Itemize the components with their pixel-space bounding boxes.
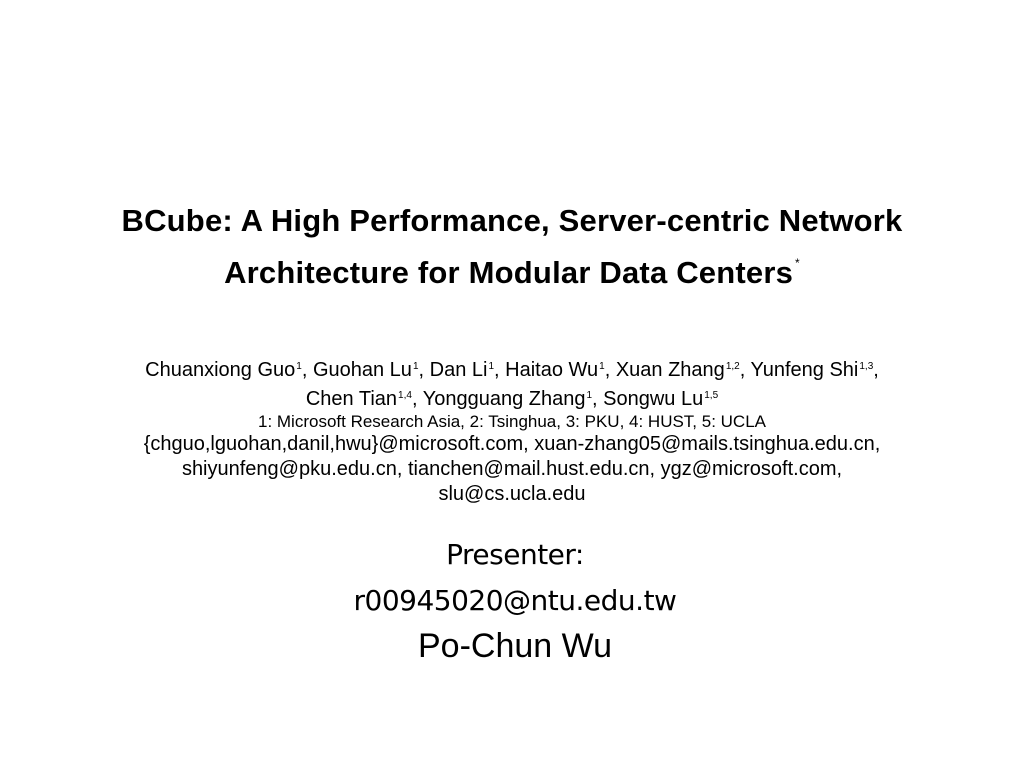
author-affiliation-marker: 1,4 <box>398 390 412 401</box>
author-name: Yongguang Zhang <box>422 388 586 410</box>
email-line-3: slu@cs.ucla.edu <box>438 483 586 505</box>
author-separator: , <box>418 359 430 381</box>
author-name: Haitao Wu <box>505 359 599 381</box>
author-separator: , <box>301 359 313 381</box>
author-affiliation-marker: 1,2 <box>725 361 740 372</box>
presenter-email: r00945020@ntu.edu.tw <box>353 584 677 617</box>
author-separator: , <box>604 359 616 381</box>
title-line-1: BCube: A High Performance, Server-centric Network <box>121 203 903 238</box>
author-separator: , <box>739 359 751 381</box>
title-line-2-text: Architecture for Modular Data Centers <box>224 255 794 290</box>
author-name: Yunfeng Shi <box>750 359 859 381</box>
email-line-2: shiyunfeng@pku.edu.cn, tianchen@mail.hust.edu.cn, ygz@microsoft.com, <box>181 458 843 480</box>
author-affiliation-marker: 1,3 <box>859 361 874 372</box>
author-affiliation-marker: 1,5 <box>704 390 719 401</box>
affiliations: 1: Microsoft Research Asia, 2: Tsinghua, 3: PKU, 4: HUST, 5: UCLA <box>257 412 767 431</box>
author-name: Guohan Lu <box>312 359 412 381</box>
presenter-label: Presenter: <box>446 538 584 571</box>
author-affiliation-marker: 1 <box>488 361 494 372</box>
author-affiliation-marker: 1 <box>412 361 419 372</box>
author-line-1 <box>0 354 1024 383</box>
presenter-block <box>0 532 1024 668</box>
email-line-1: {chguo,lguohan,danil,hwu}@microsoft.com, xuan-zhang05@mails.tsinghua.edu.cn, <box>143 433 881 455</box>
author-name: Chuanxiong Guo <box>145 359 296 381</box>
author-name: Chen Tian <box>305 388 398 410</box>
author-separator: , <box>873 359 879 381</box>
paper-title <box>0 200 1024 294</box>
author-name: Songwu Lu <box>603 388 704 410</box>
title-line-2 <box>0 242 1024 294</box>
author-name: Xuan Zhang <box>615 359 725 381</box>
author-line-2 <box>0 383 1024 412</box>
presenter-name: Po-Chun Wu <box>417 627 613 665</box>
paper-header <box>0 200 1024 507</box>
author-affiliation-marker: 1 <box>296 361 302 372</box>
author-separator: , <box>592 388 604 410</box>
author-separator: , <box>411 388 423 410</box>
author-name: Dan Li <box>429 359 488 381</box>
title-footnote-marker: * <box>795 256 800 270</box>
author-block <box>0 354 1024 507</box>
author-separator: , <box>494 359 506 381</box>
author-affiliation-marker: 1 <box>586 390 593 401</box>
author-affiliation-marker: 1 <box>599 361 605 372</box>
